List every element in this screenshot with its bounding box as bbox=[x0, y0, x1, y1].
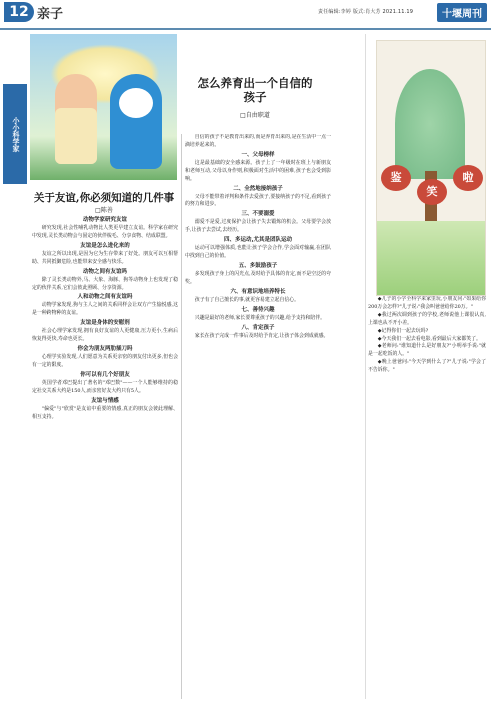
subheading: 友谊是身体的安慰剂 bbox=[80, 320, 130, 327]
article2-author: □自由职道 bbox=[240, 112, 270, 119]
title-char: 鉴 bbox=[381, 165, 411, 191]
article1-title: 关于友谊,你必须知道的几件事 bbox=[33, 192, 175, 204]
title-badges bbox=[381, 161, 485, 215]
paragraph: 动物学家发现,狗与主人之间的关系同样会让双方产生愉悦感,这是一种跨物种的友谊。 bbox=[32, 302, 178, 317]
article1-author: □陈善 bbox=[95, 207, 113, 214]
cartoon-illustration bbox=[30, 34, 177, 180]
joke-item: ◆老师问:"谁知道什么是好朋友?"小明举手说:"就是一起吃饭的人。" bbox=[368, 343, 486, 358]
paragraph: 社会心理学家发现,拥有良好友谊的人更健康,压力更小,生病后恢复得更快,寿命也更长。 bbox=[32, 328, 178, 343]
paragraph: 英国学者邓巴提出了著名的"邓巴数"——一个人能够维持的稳定社交关系大约是150人,而亲密好友大约只有5人。 bbox=[32, 379, 178, 394]
editor-meta: 责任编辑:李婷 版式:肖大芳 2021.11.19 bbox=[318, 9, 414, 15]
joke-item: ◆晚上爸爸问:"今天学到什么了?"儿子说:"学会了不告诉你。" bbox=[368, 359, 486, 374]
title-char: 笑 bbox=[417, 179, 447, 205]
subheading: 一、父母榜样 bbox=[241, 151, 275, 158]
subheading: 人和动物之间有友谊吗 bbox=[77, 294, 133, 301]
paragraph: 这是最基础的安全感来源。孩子上了一年级时在班上与新朋友和老师互动,父母以身作则,积极面对生活中的困难,孩子也会受到影响。 bbox=[185, 159, 331, 182]
page-header bbox=[0, 0, 491, 30]
subheading: 友谊与情感 bbox=[91, 397, 119, 404]
article2-body bbox=[181, 134, 331, 699]
section-title: 亲子 bbox=[37, 7, 64, 22]
subheading: 友谊是怎么进化来的 bbox=[80, 242, 130, 249]
paragraph: 运动可以增强体质,也能让孩子学会合作,学会面对输赢,在团队中找到自己的价值。 bbox=[185, 245, 331, 260]
paragraph: 孩子有了自己擅长的事,就更容易建立起自信心。 bbox=[194, 296, 300, 303]
subheading: 四、多运动,尤其是团队运动 bbox=[223, 237, 293, 244]
paragraph: 家长在孩子完成一件事后及时给予肯定,让孩子体会到成就感。 bbox=[194, 332, 329, 339]
subheading: 你可以有几个好朋友 bbox=[80, 371, 130, 378]
column-divider bbox=[365, 34, 366, 699]
subheading: 三、不要溺爱 bbox=[241, 211, 275, 218]
joke-item: ◆我过两次调到孩子的学校,老师说他上课很认真,上课也从不开小差。 bbox=[368, 311, 486, 326]
paragraph: 除了灵长类动物外,马、大象、海豚、狗等动物身上也发现了稳定的伙伴关系,它们会彼此照顾、分享资源。 bbox=[32, 276, 178, 291]
paragraph: 自信的孩子不是教育出来的,而是养育出来的,是在生活中一点一滴培养起来的。 bbox=[185, 134, 331, 148]
subheading: 你会为朋友两肋插刀吗 bbox=[77, 346, 133, 353]
grass-field bbox=[377, 221, 486, 296]
column-label: 小小科学家 bbox=[3, 84, 27, 184]
subheading: 动物学家研究友谊 bbox=[82, 217, 127, 223]
paragraph: 溺爱不是爱,过度保护会让孩子失去锻炼的机会。父母要学会放手,让孩子去尝试,去经历。 bbox=[185, 219, 331, 234]
newspaper-brand: 十堰周刊 bbox=[437, 3, 487, 22]
joke-item: ◆记得你们一起去玩吗? bbox=[377, 327, 429, 334]
paragraph: 父母不能带着评判和条件去爱孩子,要接纳孩子的不足,看到孩子的努力和进步。 bbox=[185, 193, 331, 208]
subheading: 二、全然地接纳孩子 bbox=[233, 185, 283, 192]
child-figure bbox=[55, 74, 97, 164]
joke-item: ◆今天我们一起去看电影,看到最后大家都笑了。 bbox=[377, 335, 481, 342]
article3-body bbox=[368, 296, 486, 696]
subheading: 七、善待兴趣 bbox=[241, 306, 275, 313]
subheading: 动物之间有友谊吗 bbox=[82, 268, 127, 275]
paragraph: 多发现孩子身上的闪光点,及时给予具体的肯定,而不是空泛的夸奖。 bbox=[185, 270, 331, 285]
title-char: 啦 bbox=[453, 165, 483, 191]
robot-cat-figure bbox=[110, 74, 162, 169]
article2-title: 怎么养育出一个自信的孩子 bbox=[197, 76, 313, 104]
joke-item: ◆儿子的小学全科学来家里玩,小朋友问:"如果给你200万会怎样?"儿子说:"我会叫爸爸给你20万。" bbox=[368, 296, 486, 310]
subheading: 六、有意识地培养特长 bbox=[230, 288, 286, 295]
paragraph: 心理学实验发现,人们愿意为关系更亲密的朋友付出更多,但也会有一定的限度。 bbox=[32, 354, 178, 368]
paragraph: 友谊之所以出现,是因为它为生存带来了好处。朋友可以互相帮助、共同抵御危险,也能带来安全感与快乐。 bbox=[32, 250, 178, 265]
subheading: 五、多鼓励孩子 bbox=[238, 262, 278, 269]
paragraph: 研究发现,社会性哺乳动物比人类更早建立友谊。科学家在研究中发现,灵长类动物会与固定的伙伴梳毛、分享食物、结成联盟。 bbox=[32, 225, 178, 239]
paragraph: "偏爱"与"欣赏"是友谊中重要的情感,真正的朋友会彼此理解、相互支持。 bbox=[32, 405, 178, 420]
humor-illustration bbox=[376, 40, 486, 296]
page-number: 12 bbox=[4, 2, 34, 22]
paragraph: 兴趣是最好的老师,家长要尊重孩子的兴趣,给予支持和陪伴。 bbox=[194, 314, 326, 321]
subheading: 八、肯定孩子 bbox=[241, 324, 275, 331]
article1-body bbox=[32, 215, 178, 699]
